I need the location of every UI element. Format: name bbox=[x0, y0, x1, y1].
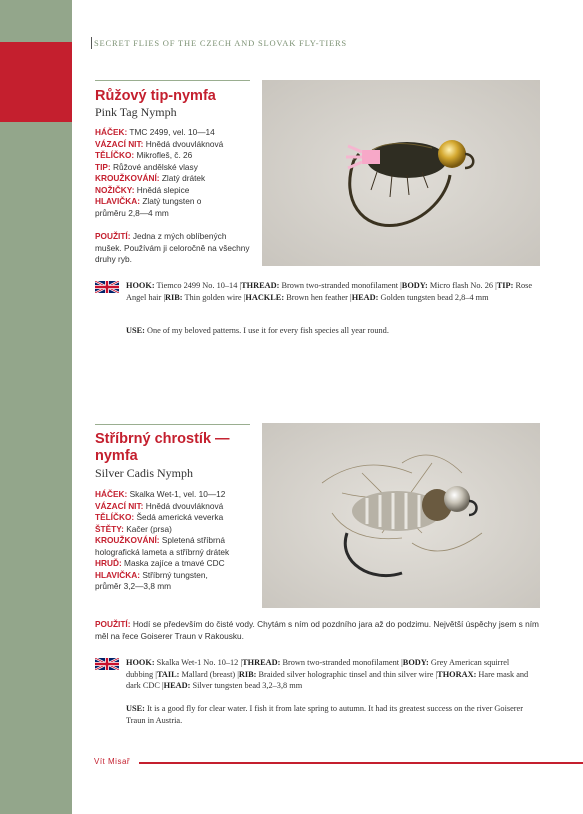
uk-flag-icon bbox=[95, 281, 119, 293]
section-rule bbox=[95, 424, 250, 425]
spec-line: VÁZACÍ NIT: Hnědá dvouvláknová bbox=[95, 500, 224, 511]
spec-line: NOŽIČKY: Hnědá slepice bbox=[95, 184, 190, 195]
header-tick bbox=[91, 37, 92, 49]
spec-line: HÁČEK: Skalka Wet-1, vel. 10—12 bbox=[95, 489, 226, 499]
uk-flag-icon bbox=[95, 658, 119, 670]
footer-author: Vít Misař bbox=[94, 757, 131, 766]
fly-specs-en: HOOK: Tiemco 2499 No. 10–14 |THREAD: Brown two-stranded monofilament |BODY: Micro flash No. 26 |TIP: Rose Angel hair |RIB: Thin golden wire |HACKLE: Brown hen feather |HEAD: Golden tungsten bead 2,8–4 mm bbox=[126, 281, 533, 302]
side-bar bbox=[0, 0, 72, 814]
fly-title-cz: Růžový tip-nymfa bbox=[95, 88, 216, 104]
pink-tag-nymph-illustration bbox=[262, 80, 540, 266]
spec-line: HRUĎ: Maska zajíce a tmavé CDC bbox=[95, 558, 225, 568]
spec-line: HÁČEK: TMC 2499, vel. 10—14 bbox=[95, 127, 215, 137]
fly-title-en: Pink Tag Nymph bbox=[95, 105, 177, 119]
side-bar-accent bbox=[0, 42, 72, 122]
spec-line: HLAVIČKA: Zlatý tungsten o průměru 2,8—4 mm bbox=[95, 196, 202, 218]
spec-line: TĚLÍČKO: Mikrofleš, č. 26 bbox=[95, 150, 193, 160]
fly-specs-cz bbox=[95, 489, 255, 593]
section-rule bbox=[95, 80, 250, 81]
fly-title-cz: Stříbrný chrostík — nymfa bbox=[95, 431, 230, 464]
silver-cadis-nymph-photo bbox=[262, 423, 540, 608]
fly-use-cz: POUŽITÍ: Jedna z mých oblíbených mušek. Používám ji celoročně na všechny druhy ryb. bbox=[95, 231, 250, 264]
spec-line: HLAVIČKA: Stříbrný tungsten, průměr 3,2—3,8 mm bbox=[95, 569, 208, 591]
fly-specs-en: HOOK: Skalka Wet-1 No. 10–12 |THREAD: Brown two-stranded monofilament |BODY: Grey American squirrel dubbing |TAIL: Mallard (breast) |RIB: Braided silver holographic tinsel and thin silver wire |THORAX: Hare mask and dark CDC |HEAD: Silver tungsten bead 3,2–3,8 mm bbox=[126, 658, 529, 690]
silver-cadis-nymph-illustration bbox=[262, 423, 540, 608]
fly-use-cz: POUŽITÍ: Hodí se především do čisté vody. Chytám s ním od pozdního jara až do podzimu. Největší úspěchy jsem s ním měl na řece Goiserer Traun v Rakousku. bbox=[95, 619, 539, 641]
spec-line: KROUŽKOVÁNÍ: Spletená stříbrná holografická lameta a stříbrný drátek bbox=[95, 535, 230, 557]
fly-use-en: USE: It is a good fly for clear water. I fish it from late spring to autumn. It had its greatest success on the river Goiserer Traun in Austria. bbox=[126, 704, 523, 725]
pink-tag-nymph-photo bbox=[262, 80, 540, 266]
footer-rule bbox=[139, 762, 583, 764]
fly-use-en: USE: One of my beloved patterns. I use it for every fish species all year round. bbox=[126, 326, 389, 335]
running-header: SECRET FLIES OF THE CZECH AND SLOVAK FLY-TIERS bbox=[94, 38, 347, 48]
fly-title-en: Silver Cadis Nymph bbox=[95, 466, 193, 480]
spec-line: TĚLÍČKO: Šedá americká veverka bbox=[95, 512, 224, 522]
spec-line: KROUŽKOVÁNÍ: Zlatý drátek bbox=[95, 173, 206, 183]
spec-line: ŠTĚTY: Kačer (prsa) bbox=[95, 523, 172, 534]
fly-specs-cz bbox=[95, 127, 255, 219]
spec-line: TIP: Růžové andělské vlasy bbox=[95, 161, 198, 172]
spec-line: VÁZACÍ NIT: Hnědá dvouvláknová bbox=[95, 138, 224, 149]
